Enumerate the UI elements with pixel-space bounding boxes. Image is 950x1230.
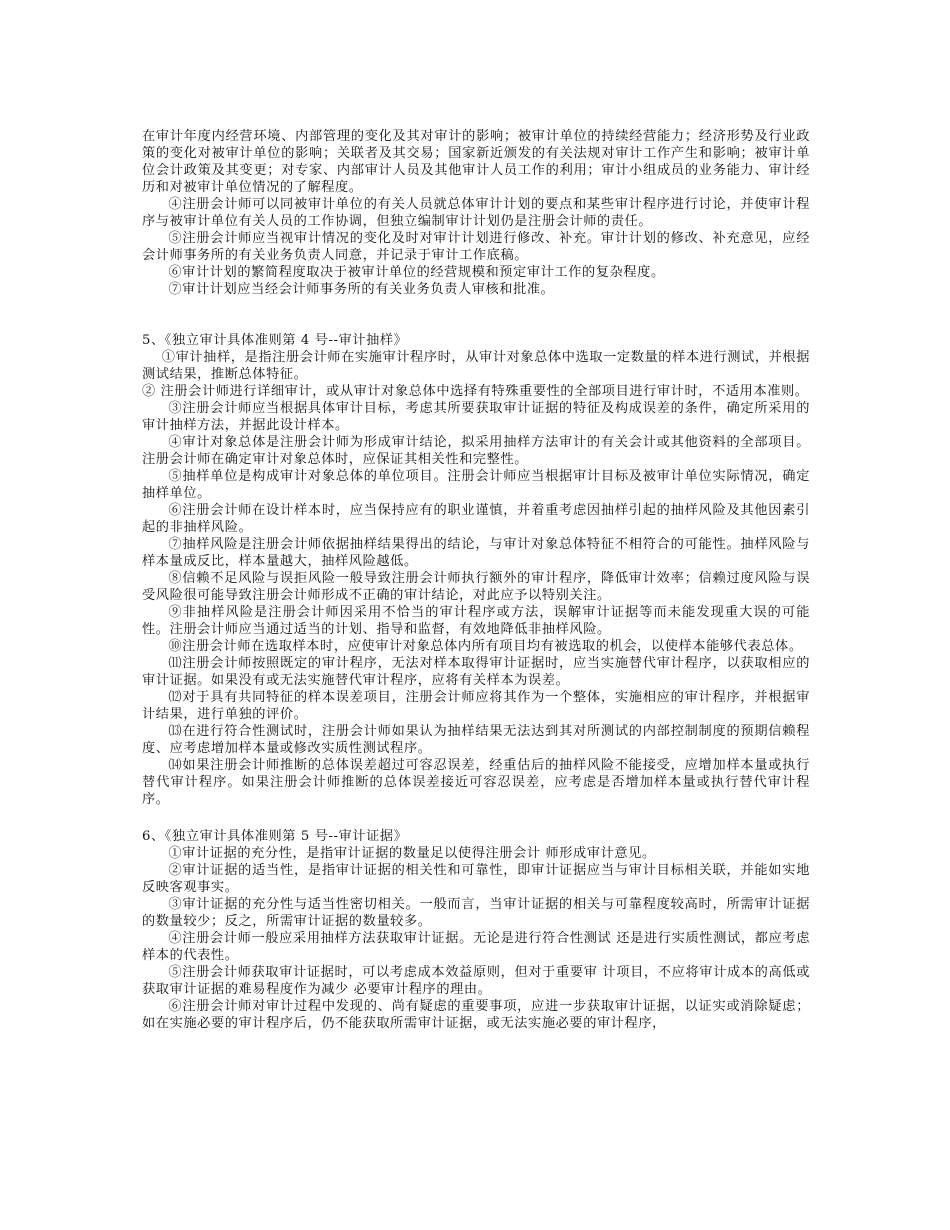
section-5-item: ⑧信赖不足风险与误拒风险一般导致注册会计师执行额外的审计程序，降低审计效率；信赖过度风险与误受风险很可能导致注册会计师形成不正确的审计结论，对此应予以特别关注。 [142,571,810,603]
paragraph-item-5: ⑤注册会计师应当视审计情况的变化及时对审计计划进行修改、补充。审计计划的修改、补充意见，应经会计师事务所的有关业务负责人同意，并记录于审计工作底稿。 [142,231,810,263]
section-5-item: ①审计抽样，是指注册会计师在实施审计程序时，从审计对象总体中选取一定数量的样本进行测试，并根据测试结果，推断总体特征。 [142,350,810,382]
section-5-item: ③注册会计师应当根据具体审计目标，考虑其所要获取审计证据的特征及构成误差的条件，确定所采用的审计抽样方法，并据此设计样本。 [142,401,810,433]
paragraph-intro-continued: 在审计年度内经营环境、内部管理的变化及其对审计的影响；被审计单位的持续经营能力；经济形势及行业政策的变化对被审计单位的影响；关联者及其交易；国家新近颁发的有关法规对审计工作产生和影响；被审计单位会计政策及其变更；对专家、内部审计人员及其他审计人员工作的利用；审计小组成员的业务能力、审计经历和对被审计单位情况的了解程度。 [142,129,810,195]
section-5-item: ⑿对于具有共同特征的样本误差项目，注册会计师应将其作为一个整体，实施相应的审计程序，并根据审计结果，进行单独的评价。 [142,690,810,722]
section-6-item: ⑥注册会计师对审计过程中发现的、尚有疑虑的重要事项，应进一步获取审计证据，以证实或消除疑虑；如在实施必要的审计程序后，仍不能获取所需审计证据，或无法实施必要的审计程序， [142,999,810,1031]
paragraph-item-7: ⑦审计计划应当经会计师事务所的有关业务负责人审核和批准。 [168,282,555,297]
paragraph-item-4: ④注册会计师可以同被审计单位的有关人员就总体审计计划的要点和某些审计程序进行讨论，并使审计程序与被审计单位有关人员的工作协调，但独立编制审计计划仍是注册会计师的责任。 [142,197,810,229]
section-5-item: ⑤抽样单位是构成审计对象总体的单位项目。注册会计师应当根据审计目标及被审计单位实际情况，确定抽样单位。 [142,469,810,501]
paragraph-item-6: ⑥审计计划的繁简程度取决于被审计单位的经营规模和预定审计工作的复杂程度。 [168,265,665,280]
section-6-item: ①审计证据的充分性，是指审计证据的数量足以使得注册会计 师形成审计意见。 [168,846,656,861]
section-5-heading: 5、《独立审计具体准则第 4 号--审计抽样》 [142,333,408,348]
section-6-heading: 6、《独立审计具体准则第 5 号--审计证据》 [142,829,408,844]
section-5-item: ⑩注册会计师在选取样本时，应使审计对象总体内所有项目均有被选取的机会，以使样本能够代表总体。 [168,639,803,654]
section-5-item: ⑾注册会计师按照既定的审计程序，无法对样本取得审计证据时，应当实施替代审计程序，以获取相应的审计证据。如果没有或无法实施替代审计程序，应将有关样本为误差。 [142,656,810,688]
section-6-item: ⑤注册会计师获取审计证据时，可以考虑成本效益原则，但对于重要审 计项目，不应将审计成本的高低或获取审计证据的难易程度作为减少 必要审计程序的理由。 [142,965,810,997]
section-spacer [142,298,810,332]
section-5-item: ⑨非抽样风险是注册会计师因采用不恰当的审计程序或方法，误解审计证据等而未能发现重大误的可能性。注册会计师应当通过适当的计划、指导和监督，有效地降低非抽样风险。 [142,605,810,637]
section-5-item: ② 注册会计师进行详细审计，或从审计对象总体中选择有特殊重要性的全部项目进行审计时，不适用本准则。 [142,384,809,399]
section-5-item: ⑥注册会计师在设计样本时，应当保持应有的职业谨慎，并着重考虑因抽样引起的抽样风险及其他因素引起的非抽样风险。 [142,503,810,535]
section-5-item: ⒀在进行符合性测试时，注册会计师如果认为抽样结果无法达到其对所测试的内部控制制度的预期信赖程度、应考虑增加样本量或修改实质性测试程序。 [142,724,810,756]
section-6-item: ④注册会计师一般应采用抽样方法获取审计证据。无论是进行符合性测试 还是进行实质性测试，都应考虑样本的代表性。 [142,931,810,963]
section-5-item: ④审计对象总体是注册会计师为形成审计结论，拟采用抽样方法审计的有关会计或其他资料的全部项目。注册会计师在确定审计对象总体时，应保证其相关性和完整性。 [142,435,810,467]
section-5-item: ⒁如果注册会计师推断的总体误差超过可容忍误差，经重估后的抽样风险不能接受，应增加样本量或执行替代审计程序。如果注册会计师推断的总体误差接近可容忍误差，应考虑是否增加样本量或执行替代审计程序。 [142,758,810,807]
section-6-item: ②审计证据的适当性，是指审计证据的相关性和可靠性，即审计证据应当与审计目标相关联，并能如实地反映客观事实。 [142,863,810,895]
document-page [142,128,810,1032]
section-5-item: ⑦抽样风险是注册会计师依据抽样结果得出的结论，与审计对象总体特征不相符合的可能性。抽样风险与样本量成反比，样本量越大，抽样风险越低。 [142,537,810,569]
section-spacer [142,808,810,828]
section-6-item: ③审计证据的充分性与适当性密切相关。一般而言，当审计证据的相关与可靠程度较高时，所需审计证据的数量较少；反之，所需审计证据的数量较多。 [142,897,810,929]
